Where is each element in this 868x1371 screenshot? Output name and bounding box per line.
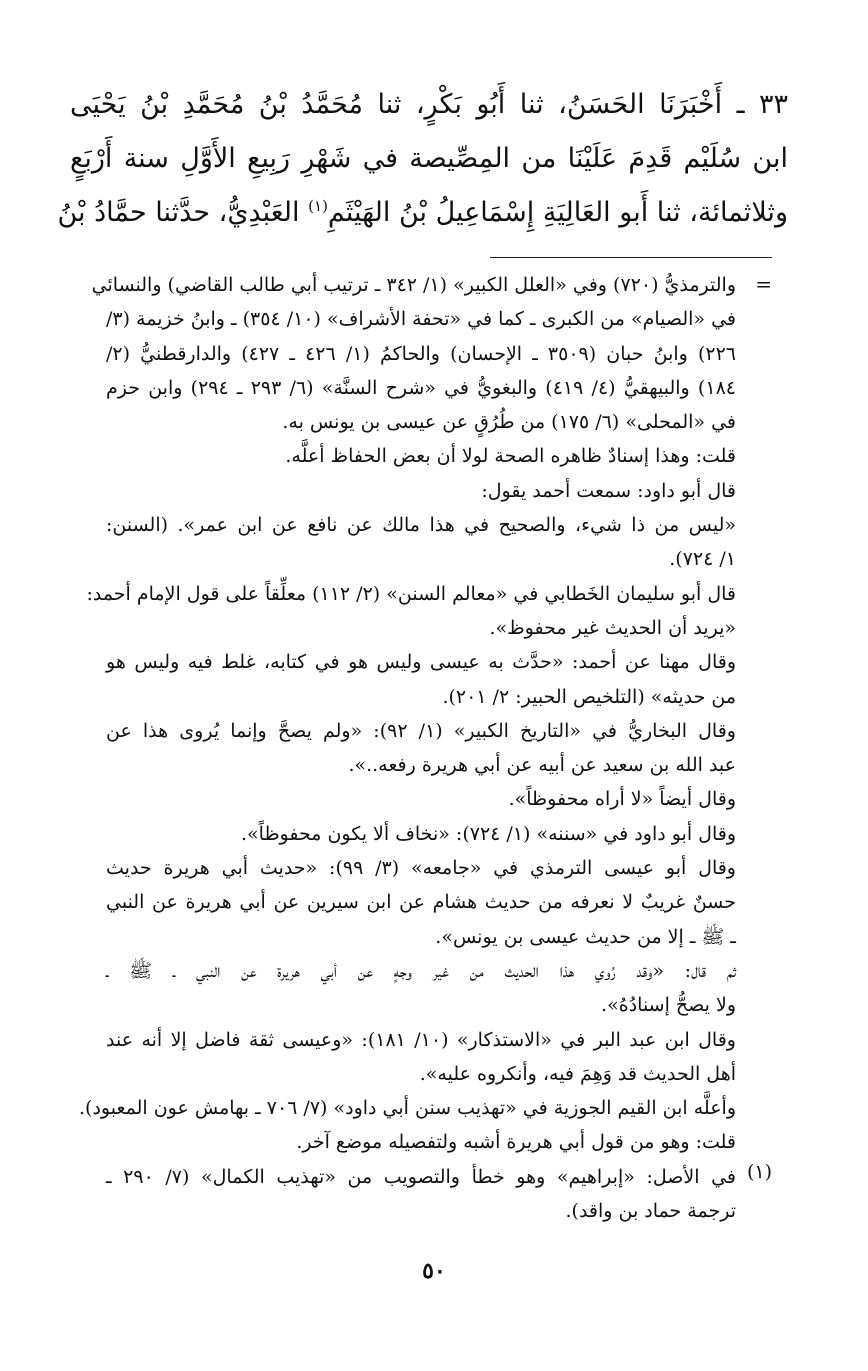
note-line: «يريد أن الحديث غير محفوظ». [489, 616, 736, 639]
footnote-reference: (١) [308, 197, 328, 215]
footnote-separator [490, 257, 772, 258]
note-line: من حديثه» (التلخيص الحبير: ٢/ ٢٠١). [442, 685, 736, 708]
footnote-line: ترجمة حماد بن واقد). [565, 1200, 736, 1223]
note-line: وقال ابن عبد البر في «الاستذكار» (١٠/ ١٨١): «وعيسى ثقة فاضل إلا أنه عند [106, 1028, 736, 1051]
note-line: ٢٢٦) وابنُ حبان (٣٥٠٩ ـ الإحسان) والحاكمُ (١/ ٤٢٦ ـ ٤٢٧) والدارقطنيُّ (٢/ [106, 342, 736, 365]
note-line: في «الصيام» من الكبرى ـ كما في «تحفة الأشراف» (١٠/ ٣٥٤) ـ وابنُ خزيمة (٣/ [105, 308, 736, 331]
note-line: قلت: وهذا إسنادٌ ظاهره الصحة لولا أن بعض الحفاظ أعلَّه. [285, 445, 736, 468]
hadith-line-part: وثلاثمائة، ثنا أَبو العَالِيَةِ إِسْمَاعِيلُ بْنُ الهَيْثَمِ [327, 197, 788, 228]
page-number: ٥٠ [422, 1258, 446, 1284]
note-line: وقال البخاريُّ في «التاريخ الكبير» (١/ ٩٢): «ولم يصحَّ وإنما يُروى هذا عن [106, 719, 736, 742]
footnote-marker: (١) [746, 1161, 772, 1183]
note-line: أهل الحديث قد وَهِمَ فيه، وأنكروه عليه». [419, 1062, 736, 1085]
note-line: قلت: وهو من قول أبي هريرة أشبه ولتفصيله موضع آخر. [296, 1131, 736, 1154]
note-line: ولا يصحُّ إسنادُهُ». [601, 994, 736, 1017]
note-line: قال أبو سليمان الخَطابي في «معالم السنن» (٢/ ١١٢) معلِّقاً على قول الإمام أحمد: [86, 582, 736, 605]
note-line: وقال أبو داود في «سننه» (١/ ٧٢٤): «نخاف ألا يكون محفوظاً». [240, 822, 736, 845]
footnote-line: في الأصل: «إبراهيم» وهو خطأ والتصويب من «تهذيب الكمال» (٧/ ٢٩٠ ـ [106, 1165, 736, 1188]
hadith-line [57, 186, 788, 240]
note-line: ـ ﷺ ـ إلا من حديث عيسى بن يونس». [435, 925, 736, 948]
note-line: عبد الله بن سعيد عن أبيه عن أبي هريرة رفعه..». [348, 754, 736, 777]
note-line: وقال أبو عيسى الترمذي في «جامعه» (٣/ ٩٩): «حديث أبي هريرة حديث [106, 857, 736, 880]
hadith-line: ٣٣ ـ أَخْبَرَنَا الحَسَنُ، ثنا أَبُو بَكْرٍ، ثنا مُحَمَّدُ بْنُ مُحَمَّدِ بْنُ يَحْيَى [70, 89, 788, 120]
continuation-marker: = [755, 272, 772, 296]
note-line: ١٨٤) والبيهقيُّ (٤/ ٤١٩) والبغويُّ في «شرح السنَّة» (٦/ ٢٩٣ ـ ٢٩٤) وابن حزم [106, 376, 736, 399]
note-line: وقال أيضاً «لا أراه محفوظاً». [508, 788, 736, 811]
note-line: «ليس من ذا شيء، والصحيح في هذا مالك عن نافع عن ابن عمر». (السنن: [106, 514, 736, 537]
note-line: وقال مهنا عن أحمد: «حدَّث به عيسى وليس هو في كتابه، غلط فيه وليس هو [106, 651, 736, 674]
note-line: قال أبو داود: سمعت أحمد يقول: [481, 479, 736, 502]
note-line: ١/ ٧٢٤). [669, 548, 736, 571]
commentary-notes [79, 268, 736, 1228]
hadith-text [57, 78, 789, 240]
hadith-line: ابن سُلَيْم قَدِمَ عَلَيْنَا من المِصِّيصة في شَهْرِ رَبِيعِ الأَوَّلِ سنة أَرْبَعٍ [70, 143, 789, 174]
note-line: والترمذيُّ (٧٢٠) وفي «العلل الكبير» (١/ ٣٤٢ ـ ترتيب أبي طالب القاضي) والنسائي [91, 274, 736, 296]
note-line: حسنٌ غريبٌ لا نعرفه من حديث هشام عن ابن سيرين عن أبي هريرة عن النبي [106, 891, 736, 914]
hadith-line-part: العَبْدِيُّ، حدَّثنا حمَّادُ بْنُ [57, 197, 300, 228]
note-line: وأعلَّه ابن القيم الجوزية في «تهذيب سنن أبي داود» (٧/ ٧٠٦ ـ بهامش عون المعبود). [79, 1097, 736, 1120]
note-line: في «المحلى» (٦/ ١٧٥) من طُرُقٍ عن عيسى بن يونس به. [282, 411, 736, 434]
note-line: ثم قال: «وقد رُوي هذا الحديث من غير وجهٍ عن أبي هريرة عن النبي ـ ﷺ ـ [106, 959, 736, 982]
